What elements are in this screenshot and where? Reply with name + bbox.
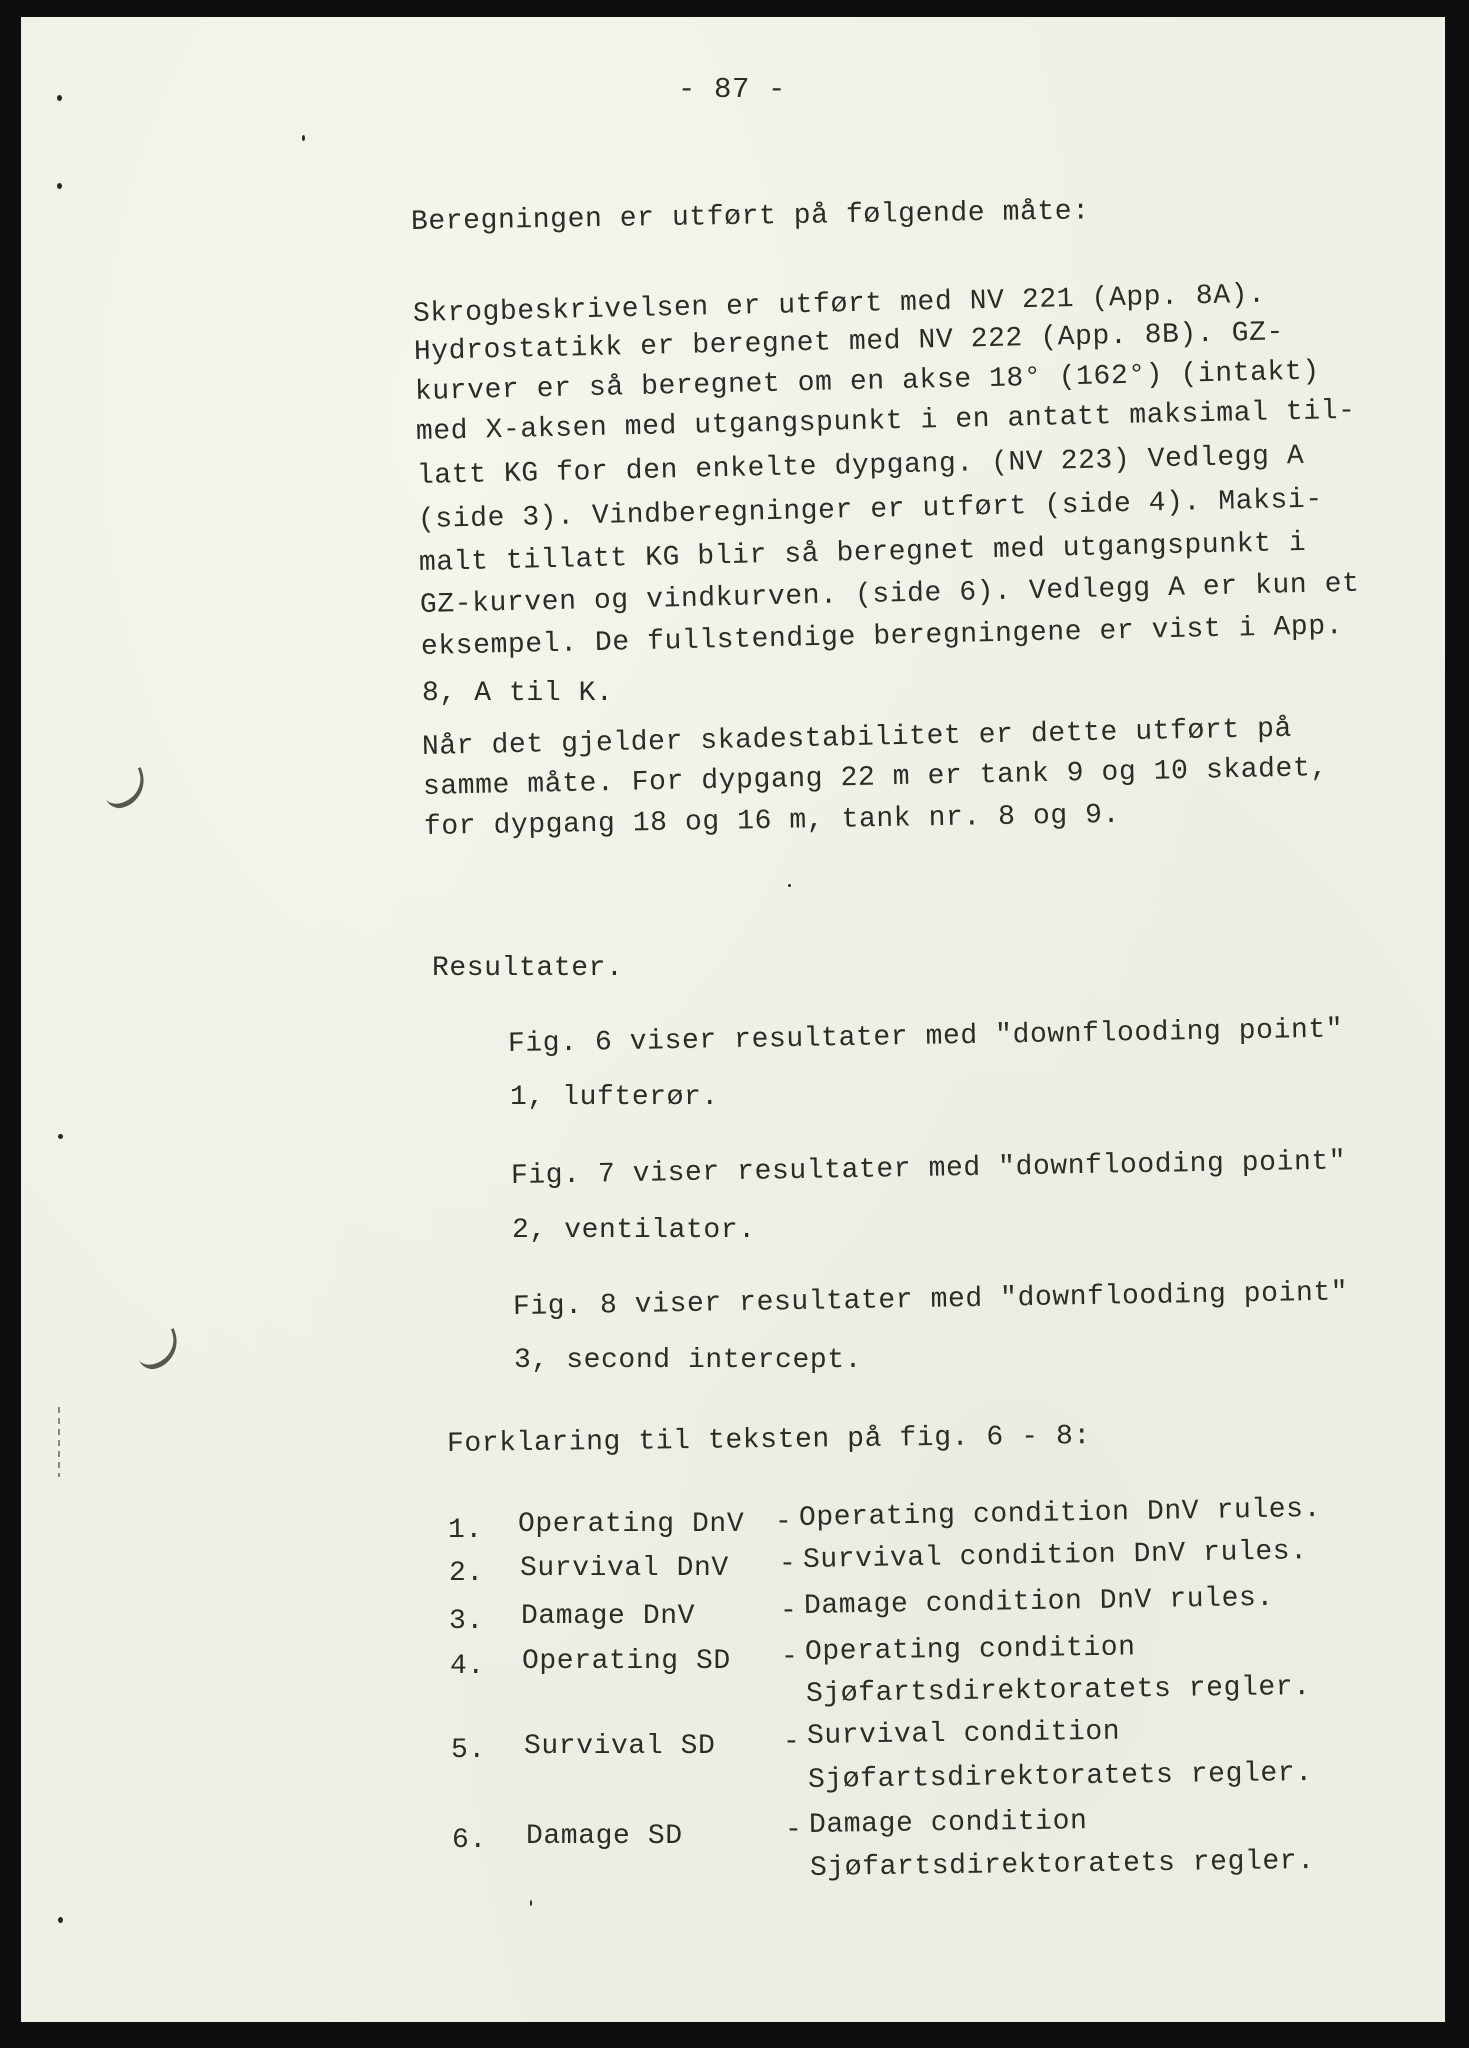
- figure-8-line-2: 3, second intercept.: [514, 1345, 863, 1376]
- legend-item-description: Damage condition DnV rules.: [803, 1582, 1275, 1622]
- legend-item-dash: -: [779, 1549, 797, 1580]
- paragraph-line: GZ-kurven og vindkurven. (side 6). Vedlegg A er kun et: [419, 568, 1360, 621]
- legend-item-label: Damage SD: [526, 1821, 683, 1852]
- legend-item-description: Operating condition: [804, 1632, 1136, 1668]
- page-number: - 87 -: [678, 73, 787, 106]
- scanned-page: [21, 17, 1445, 2022]
- legend-item-description: Survival condition DnV rules.: [802, 1536, 1308, 1576]
- legend-heading: Forklaring til teksten på fig. 6 - 8:: [446, 1421, 1092, 1460]
- paragraph-line: for dypgang 18 og 16 m, tank nr. 8 og 9.: [423, 799, 1121, 843]
- figure-7-line-2: 2, ventilator.: [512, 1215, 756, 1246]
- margin-speck: [530, 1900, 532, 1906]
- margin-line-artifact: [58, 1407, 60, 1477]
- margin-speck: [302, 135, 305, 141]
- legend-item-description-cont: Sjøfartsdirektoratets regler.: [807, 1757, 1313, 1796]
- paragraph-line: (side 3). Vindberegninger er utført (side 4). Maksi-: [417, 484, 1324, 536]
- paragraph-line: Når det gjelder skadestabilitet er dette utført på: [421, 713, 1293, 763]
- figure-8-line-1: Fig. 8 viser resultater med "downflooding point": [512, 1277, 1349, 1323]
- margin-speck: [788, 884, 791, 887]
- legend-item-number: 5.: [451, 1735, 486, 1766]
- legend-item-description-cont: Sjøfartsdirektoratets regler.: [805, 1671, 1311, 1710]
- paragraph-line: kurver er så beregnet om en akse 18° (162°) (intakt): [414, 356, 1321, 408]
- paragraph-line: Hydrostatikk er beregnet med NV 222 (App. 8B). GZ-: [413, 317, 1285, 368]
- paragraph-line: 8, A til K.: [422, 678, 614, 709]
- legend-item-dash: -: [781, 1642, 799, 1673]
- legend-item-label: Survival DnV: [520, 1553, 729, 1584]
- margin-speck: [57, 95, 62, 101]
- legend-item-label: Operating DnV: [518, 1509, 745, 1540]
- legend-item-label: Damage DnV: [521, 1601, 696, 1632]
- legend-item-dash: -: [775, 1507, 793, 1538]
- figure-6-line-1: Fig. 6 viser resultater med "downflooding point": [507, 1014, 1344, 1060]
- paragraph-line: malt tillatt KG blir så beregnet med utgangspunkt i: [418, 527, 1307, 579]
- legend-item-label: Operating SD: [522, 1646, 731, 1677]
- legend-item-number: 2.: [449, 1558, 484, 1589]
- legend-item-number: 1.: [448, 1515, 483, 1546]
- margin-speck: [57, 183, 62, 189]
- punch-hole-mark: [133, 1328, 184, 1373]
- legend-item-description: Damage condition: [808, 1806, 1088, 1841]
- paragraph-line: eksempel. De fullstendige beregningene er vist i App.: [420, 611, 1344, 663]
- margin-speck: [58, 1917, 63, 1923]
- punch-hole-mark: [100, 767, 151, 812]
- legend-item-description: Operating condition DnV rules.: [798, 1493, 1322, 1534]
- legend-item-dash: -: [783, 1727, 801, 1758]
- legend-item-label: Survival SD: [524, 1731, 716, 1762]
- paragraph-line: med X-aksen med utgangspunkt i en antatt maksimal til-: [415, 395, 1356, 448]
- figure-6-line-2: 1, lufterør.: [510, 1082, 719, 1113]
- intro-heading: Beregningen er utført på følgende måte:: [410, 196, 1090, 238]
- legend-item-description: Survival condition: [806, 1716, 1121, 1752]
- legend-item-number: 3.: [449, 1606, 484, 1637]
- margin-speck: [58, 1134, 63, 1139]
- legend-item-dash: -: [785, 1815, 803, 1846]
- paragraph-line: latt KG for den enkelte dypgang. (NV 223) Vedlegg A: [416, 440, 1305, 492]
- paragraph-line: samme måte. For dypgang 22 m er tank 9 og 10 skadet,: [422, 753, 1329, 803]
- results-heading: Resultater.: [432, 953, 624, 984]
- legend-item-number: 4.: [450, 1651, 485, 1682]
- legend-item-number: 6.: [452, 1825, 487, 1856]
- figure-7-line-1: Fig. 7 viser resultater med "downflooding point": [510, 1146, 1347, 1192]
- paragraph-line: Skrogbeskrivelsen er utført med NV 221 (App. 8A).: [412, 279, 1266, 330]
- legend-item-dash: -: [780, 1596, 798, 1627]
- legend-item-description-cont: Sjøfartsdirektoratets regler.: [809, 1845, 1315, 1884]
